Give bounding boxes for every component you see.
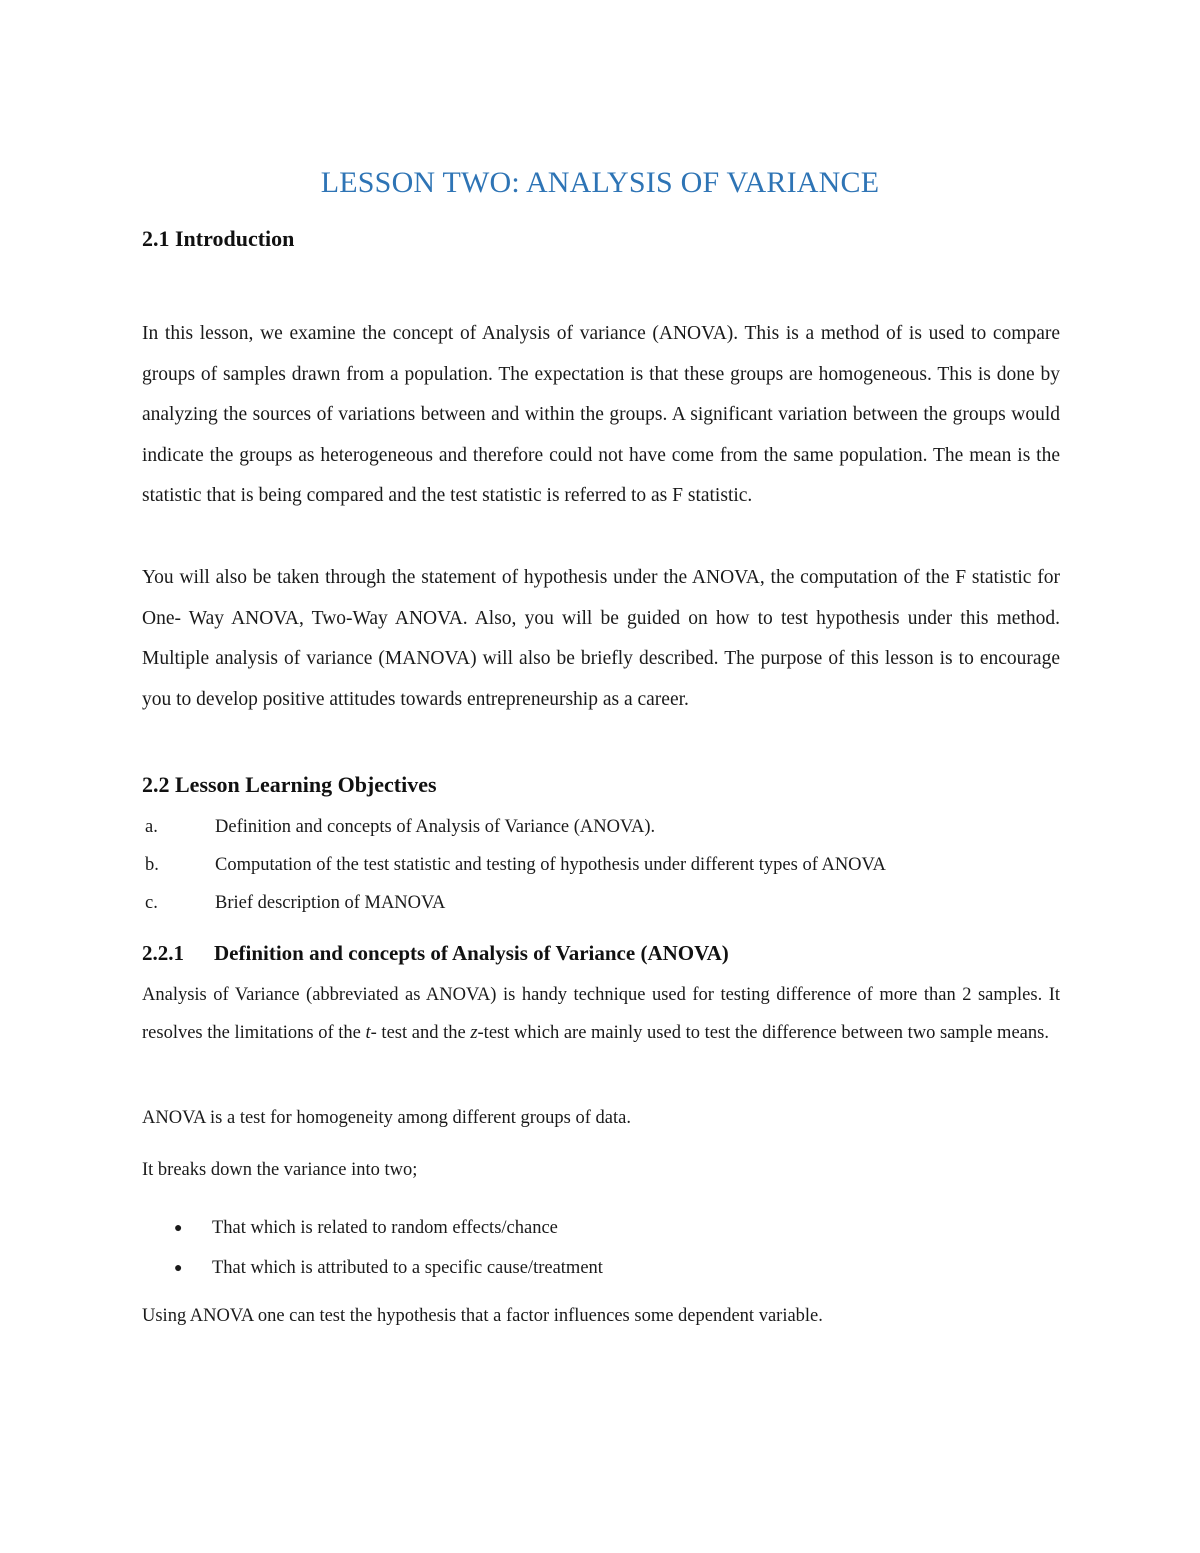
section-heading-objectives: 2.2 Lesson Learning Objectives	[142, 772, 437, 797]
bullet-icon: ●	[174, 1261, 183, 1276]
z-symbol: z	[470, 1022, 478, 1043]
t-symbol: t	[365, 1022, 371, 1043]
intro-paragraph-2: You will also be taken through the statement of hypothesis under the ANOVA, the computation of the F statistic for One- Way ANOVA, Two-Way ANOVA. Also, you will be guided on how to test hypothesis under this method. Multiple analysis of variance (MANOVA) will also be briefly described. The purpose of this lesson is to encourage you to develop positive attitudes towards entrepreneurship as a career.	[142, 567, 1060, 710]
objective-marker: b.	[145, 855, 159, 875]
intro-paragraph-1: In this lesson, we examine the concept of Analysis of variance (ANOVA). This is a method of is used to compare groups of samples drawn from a population. The expectation is that these groups are homogeneous. This is done by analyzing the sources of variations between and within the groups. A significant variation between the groups would indicate the groups as heterogeneous and therefore could not have come from the same population. The mean is the statistic that is being compared and the test statistic is referred to as F statistic.	[142, 323, 1060, 507]
bullet-item	[142, 1210, 603, 1250]
definition-text-part3: -test which are mainly used to test the difference between two sample means.	[477, 1022, 1049, 1043]
section-title: Definition and concepts of Analysis of Variance (ANOVA)	[214, 941, 729, 965]
variance-bullet-list	[142, 1210, 603, 1290]
bullet-item	[142, 1250, 603, 1290]
section-heading-definition	[142, 941, 729, 966]
definition-text-part2: - test and the	[370, 1022, 471, 1043]
closing-line: Using ANOVA one can test the hypothesis that a factor influences some dependent variable.	[142, 1306, 823, 1326]
breaks-down-line: It breaks down the variance into two;	[142, 1160, 418, 1180]
definition-text-part1: Analysis of Variance (abbreviated as ANOVA) is handy technique used for testing difference of more than 2 samples. It resolves the limitations of the	[142, 985, 1060, 1043]
section-number: 2.2.1	[142, 941, 184, 965]
bullet-text: That which is related to random effects/chance	[212, 1218, 558, 1238]
bullet-icon: ●	[174, 1221, 183, 1236]
objective-text: Definition and concepts of Analysis of Variance (ANOVA).	[215, 817, 656, 837]
objective-item	[142, 886, 886, 924]
homogeneity-line: ANOVA is a test for homogeneity among different groups of data.	[142, 1108, 631, 1128]
objective-text: Brief description of MANOVA	[215, 893, 446, 913]
lesson-title: LESSON TWO: ANALYSIS OF VARIANCE	[320, 166, 880, 199]
objectives-list	[142, 810, 886, 924]
definition-paragraph	[142, 977, 1060, 1052]
objective-item	[142, 810, 886, 848]
objective-marker: c.	[145, 893, 158, 913]
objective-marker: a.	[145, 817, 158, 837]
bullet-text: That which is attributed to a specific cause/treatment	[212, 1258, 603, 1278]
objective-text: Computation of the test statistic and testing of hypothesis under different types of ANOVA	[215, 855, 886, 875]
section-heading-introduction: 2.1 Introduction	[142, 226, 295, 251]
objective-item	[142, 848, 886, 886]
